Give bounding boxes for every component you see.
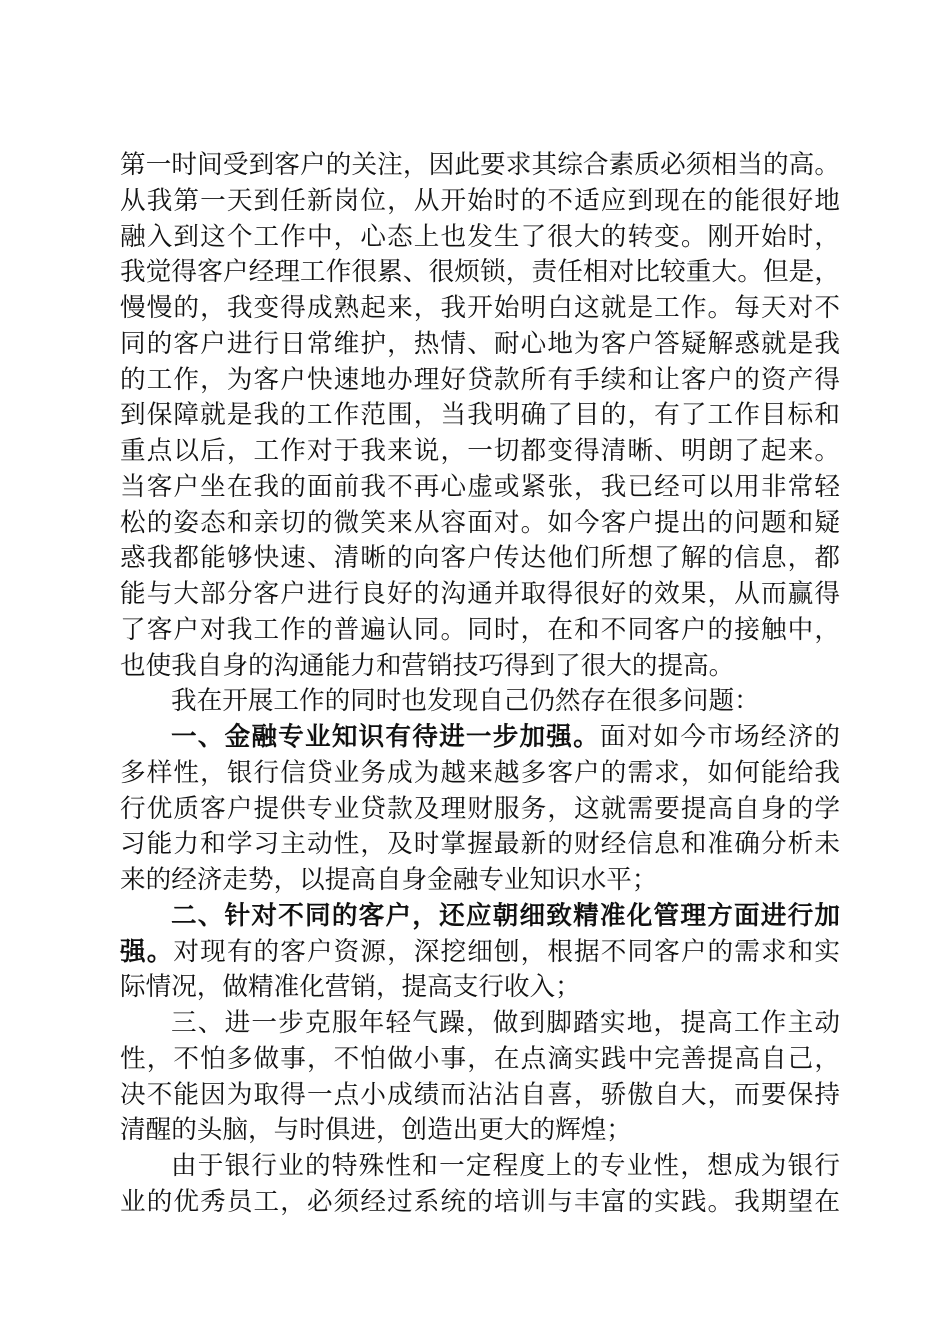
text-line: 行优质客户提供专业贷款及理财服务，这就需要提高自身的学 <box>120 793 840 824</box>
text-line: 到保障就是我的工作范围，当我明确了目的，有了工作目标和 <box>120 400 840 431</box>
text-line: 我觉得客户经理工作很累、很烦锁，责任相对比较重大。但是， <box>120 257 840 288</box>
document-body <box>120 148 840 1221</box>
text-line: 从我第一天到任新岗位，从开始时的不适应到现在的能很好地 <box>120 185 840 216</box>
text-line: 了客户对我工作的普遍认同。同时，在和不同客户的接触中， <box>120 614 840 645</box>
point-2-text: 对现有的客户资源，深挖细刨，根据不同客户的需求和实 <box>173 936 840 967</box>
text-line: 能与大部分客户进行良好的沟通并取得很好的效果，从而赢得 <box>120 579 840 609</box>
point-1-text: 面对如今市场经济的 <box>599 722 840 752</box>
text-line: 第一时间受到客户的关注，因此要求其综合素质必须相当的高。 <box>120 150 840 180</box>
text-line: 我在开展工作的同时也发现自己仍然存在很多问题： <box>171 686 760 717</box>
text-line: 来的经济走势，以提高自身金融专业知识水平； <box>120 865 658 895</box>
text-line: 当客户坐在我的面前我不再心虚或紧张，我已经可以用非常轻 <box>120 471 840 502</box>
point-1-line <box>120 720 840 756</box>
text-line: 重点以后，工作对于我来说，一切都变得清晰、明朗了起来。 <box>120 436 840 466</box>
text-line: 由于银行业的特殊性和一定程度上的专业性，想成为银行 <box>171 1151 840 1181</box>
text-line: 际情况，做精准化营销，提高支行收入； <box>120 972 581 1003</box>
point-2-line <box>120 935 840 971</box>
point-2-heading-end: 强。 <box>120 936 174 967</box>
text-line: 的工作，为客户快速地办理好贷款所有手续和让客户的资产得 <box>120 364 840 395</box>
text-line: 慢慢的，我变得成熟起来，我开始明白这就是工作。每天对不 <box>120 293 840 323</box>
text-line: 惑我都能够快速、清晰的向客户传达他们所想了解的信息，都 <box>120 543 840 574</box>
text-line: 业的优秀员工，必须经过系统的培训与丰富的实践。我期望在 <box>120 1186 840 1217</box>
text-line: 也使我自身的沟通能力和营销技巧得到了很大的提高。 <box>120 650 735 681</box>
text-line: 清醒的头脑，与时俱进，创造出更大的辉煌； <box>120 1115 632 1146</box>
text-line: 决不能因为取得一点小成绩而沾沾自喜，骄傲自大，而要保持 <box>120 1079 840 1110</box>
text-line: 多样性，银行信贷业务成为越来越多客户的需求，如何能给我 <box>120 757 840 788</box>
text-line: 三、进一步克服年轻气躁，做到脚踏实地，提高工作主动 <box>171 1008 840 1038</box>
text-line: 性，不怕多做事，不怕做小事，在点滴实践中完善提高自己， <box>120 1043 840 1074</box>
text-line: 同的客户进行日常维护，热情、耐心地为客户答疑解惑就是我 <box>120 328 840 359</box>
point-2-heading-line: 二、针对不同的客户，还应朝细致精准化管理方面进行加 <box>171 900 840 931</box>
text-line: 松的姿态和亲切的微笑来从容面对。如今客户提出的问题和疑 <box>120 507 840 538</box>
text-line: 习能力和学习主动性，及时掌握最新的财经信息和准确分析未 <box>120 829 840 860</box>
text-line: 融入到这个工作中，心态上也发生了很大的转变。刚开始时， <box>120 221 840 252</box>
point-1-heading: 一、金融专业知识有待进一步加强。 <box>171 722 600 752</box>
